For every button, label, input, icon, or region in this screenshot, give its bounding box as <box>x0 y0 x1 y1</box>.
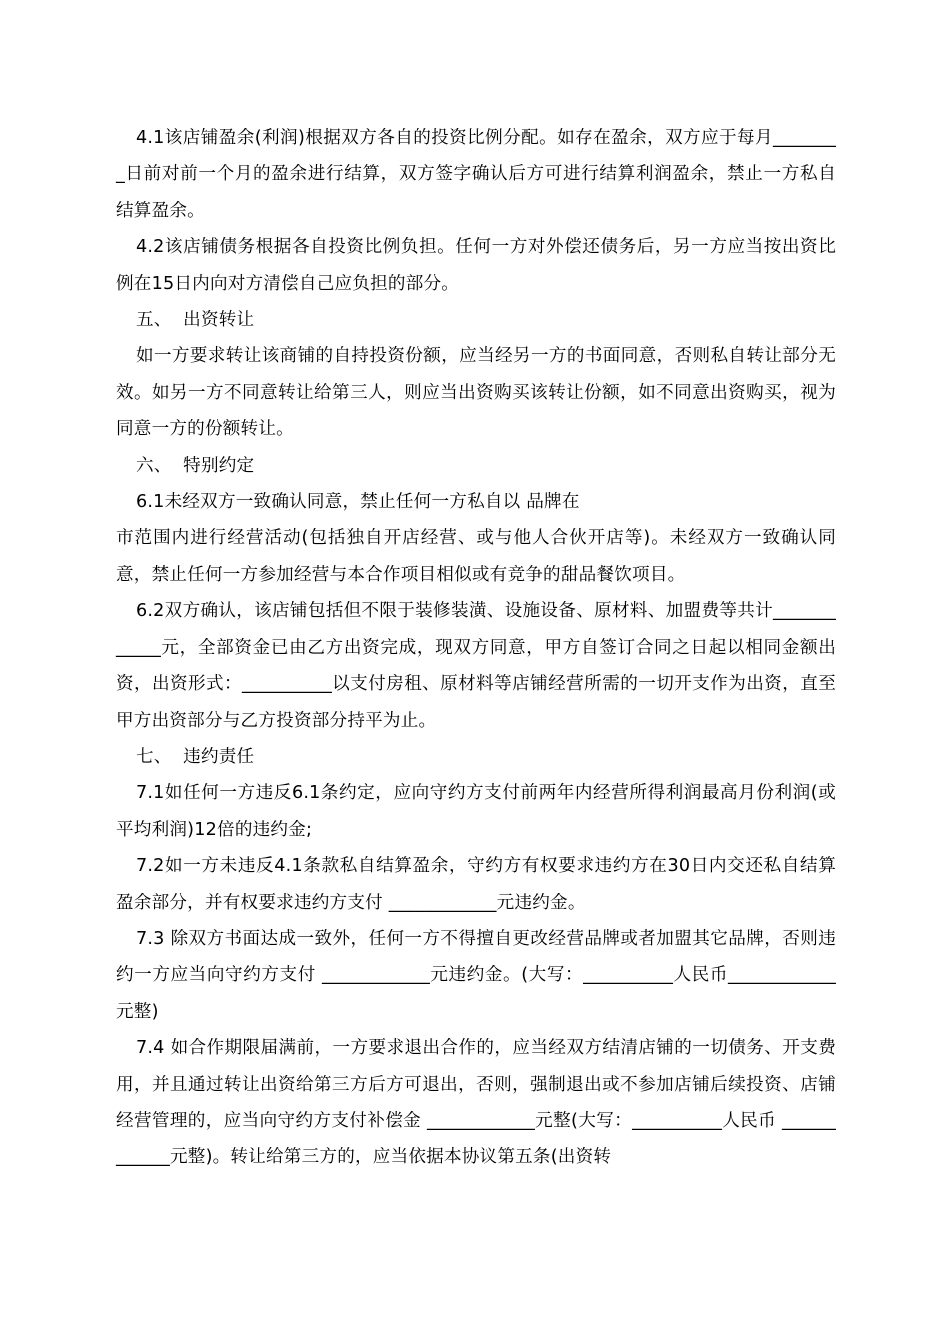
document-body <box>116 120 836 1176</box>
clause-6-1: 6.1未经双方一致确认同意，禁止任何一方私自以 品牌在 市范围内进行经营活动(包括独自开店经营、或与他人合伙开店等)。未经双方一致确认同意，禁止任何一方参加经营与本合作项目相似或有竞争的甜品餐饮项目。 <box>116 492 836 585</box>
clause-4-1: 4.1该店铺盈余(利润)根据双方各自的投资比例分配。如存在盈余，双方应于每月________日前对前一个月的盈余进行结算，双方签字确认后方可进行结算利润盈余，禁止一方私自结算盈余。 <box>116 128 836 221</box>
section-heading-7: 七、 违约责任 <box>136 746 255 767</box>
section-5-text: 如一方要求转让该商铺的自持投资份额，应当经另一方的书面同意，否则私自转让部分无效。如另一方不同意转让给第三人，则应当出资购买该转让份额，如不同意出资购买，视为同意一方的份额转让。 <box>116 346 836 440</box>
clause-7-2: 7.2如一方未违反4.1条款私自结算盈余，守约方有权要求违约方在30日内交还私自结算盈余部分，并有权要求违约方支付 ____________元违约金。 <box>116 856 836 913</box>
clause-6-2: 6.2双方确认，该店铺包括但不限于装修装潢、设施设备、原材料、加盟费等共计____________元，全部资金已由乙方出资完成，现双方同意，甲方自签订合同之日起以相同金额出资，出资形式：__________以支付房租、原材料等店铺经营所需的一切开支作为出资，直至甲方出资部分与乙方投资部分持平为止。 <box>116 601 836 731</box>
clause-7-4: 7.4 如合作期限届满前，一方要求退出合作的，应当经双方结清店铺的一切债务、开支费用，并且通过转让出资给第三方后方可退出，否则，强制退出或不参加店铺后续投资、店铺经营管理的，应当向守约方支付补偿金 ____________元整(大写：__________人民币 ____________元整)。转让给第三方的，应当依据本协议第五条(出资转 <box>116 1038 836 1168</box>
clause-4-2: 4.2该店铺债务根据各自投资比例负担。任何一方对外偿还债务后，另一方应当按出资比例在15日内向对方清偿自己应负担的部分。 <box>116 237 836 294</box>
clause-7-1: 7.1如任何一方违反6.1条约定，应向守约方支付前两年内经营所得利润最高月份利润(或平均利润)12倍的违约金; <box>116 783 836 840</box>
section-heading-5: 五、 出资转让 <box>136 310 255 331</box>
section-heading-6: 六、 特别约定 <box>136 455 255 476</box>
clause-7-3: 7.3 除双方书面达成一致外，任何一方不得擅自更改经营品牌或者加盟其它品牌，否则违约一方应当向守约方支付 ____________元违约金。(大写：__________人民币____________元整) <box>116 928 836 1022</box>
